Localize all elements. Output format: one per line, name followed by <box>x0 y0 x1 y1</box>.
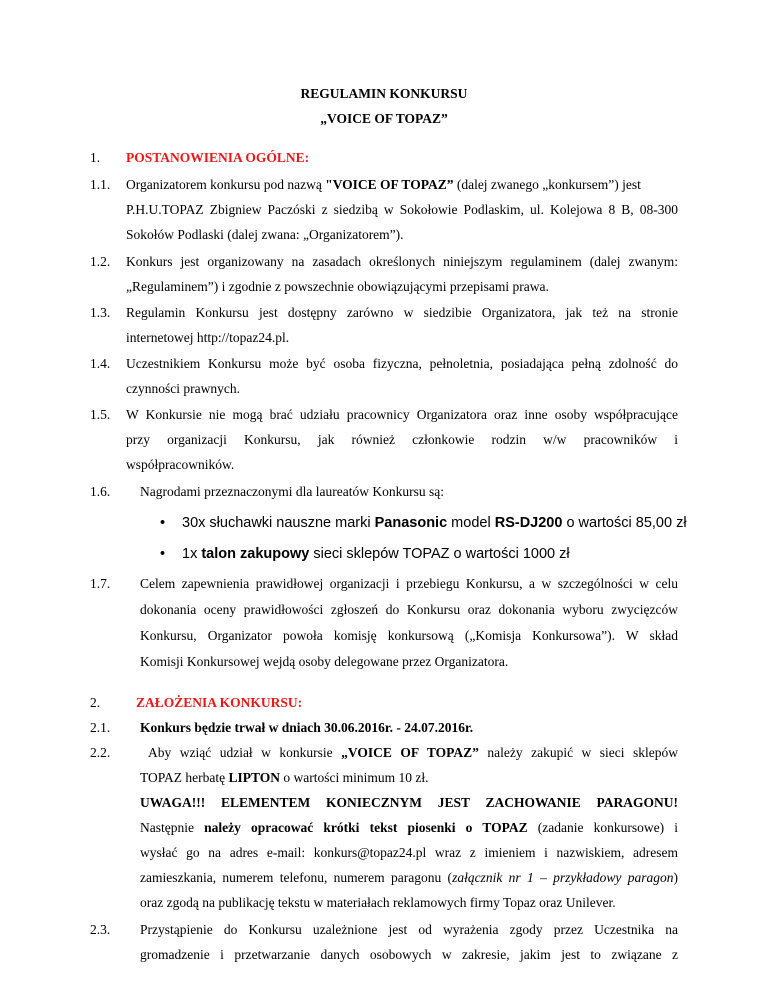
paragraph-number: 1.5. <box>90 407 111 422</box>
paragraph-line: Sokołów Podlaski (dalej zwana: „Organizatorem”). <box>126 227 404 242</box>
prize-list-item: • 1x talon zakupowy sieci sklepów TOPAZ o wartości 1000 zł <box>160 546 570 562</box>
paragraph-line: TOPAZ herbatę LIPTON o wartości minimum 10 zł. <box>140 770 429 785</box>
section-heading: POSTANOWIENIA OGÓLNE: <box>126 150 310 165</box>
section-heading: ZAŁOŻENIA KONKURSU: <box>136 695 303 710</box>
paragraph-line: Aby wziąć udział w konkursie „VOICE OF TOPAZ” należy zakupić w sieci sklepów <box>148 745 679 760</box>
paragraph-line: W Konkursie nie mogą brać udziału pracownicy Organizatora oraz inne osoby współpracujące <box>126 407 678 422</box>
paragraph-number: 1.4. <box>90 356 111 371</box>
paragraph-number: 1.7. <box>90 576 111 591</box>
paragraph-line: Organizatorem konkursu pod nazwą "VOICE OF TOPAZ” (dalej zwanego „konkursem”) jest <box>126 177 641 192</box>
paragraph-line: internetowej http://topaz24.pl. <box>126 330 290 345</box>
paragraph-line: zamieszkania, numerem telefonu, numerem paragonu (załącznik nr 1 – przykładowy paragon) <box>140 870 678 885</box>
paragraph-line: dokonania oceny prawidłowości zgłoszeń do Konkursu oraz dokonania wyboru zwycięzców <box>140 602 678 617</box>
section-number: 1. <box>90 150 101 165</box>
paragraph-line: Konkurs będzie trwał w dniach 30.06.2016r. - 24.07.2016r. <box>140 720 474 735</box>
paragraph-line: przy organizacji Konkursu, jak również członkowie rodzin w/w pracowników i <box>126 432 678 447</box>
warning-line: UWAGA!!! ELEMENTEM KONIECZNYM JEST ZACHOWANIE PARAGONU! <box>140 795 678 810</box>
paragraph-number: 2.2. <box>90 745 111 760</box>
bullet-icon: • <box>160 546 166 562</box>
prize-list-item: • 30x słuchawki nauszne marki Panasonic model RS-DJ200 o wartości 85,00 zł <box>160 515 687 531</box>
paragraph-number: 1.1. <box>90 177 111 192</box>
section-number: 2. <box>90 695 101 710</box>
paragraph-line: współpracowników. <box>126 457 235 472</box>
paragraph-line: Komisji Konkursowej wejdą osoby delegowane przez Organizatora. <box>140 654 509 669</box>
paragraph-line: „Regulaminem”) i zgodnie z powszechnie obowiązującymi przepisami prawa. <box>126 279 549 294</box>
paragraph-line: Następnie należy opracować krótki tekst piosenki o TOPAZ (zadanie konkursowe) i <box>140 820 679 835</box>
paragraph-line: Regulamin Konkursu jest dostępny zarówno w siedzibie Organizatora, jak też na stronie <box>126 305 678 320</box>
paragraph-line: Przystąpienie do Konkursu uzależnione jest od wyrażenia zgody przez Uczestnika na <box>140 922 678 937</box>
paragraph-line: oraz zgodą na publikację tekstu w materiałach reklamowych firmy Topaz oraz Unilever. <box>140 895 616 910</box>
paragraph-line: Uczestnikiem Konkursu może być osoba fizyczna, pełnoletnia, posiadająca pełną zdolność do <box>126 356 678 371</box>
bullet-icon: • <box>160 515 166 531</box>
paragraph-line: P.H.U.TOPAZ Zbigniew Paczóski z siedzibą w Sokołowie Podlaskim, ul. Kolejowa 8 B, 08-300 <box>126 202 678 217</box>
paragraph-line: gromadzenie i przetwarzanie danych osobowych w zakresie, jakim jest to związane z <box>140 947 678 962</box>
paragraph-line: wysłać go na adres e-mail: konkurs@topaz24.pl wraz z imieniem i nazwiskiem, adresem <box>140 845 678 860</box>
document-title: REGULAMIN KONKURSU <box>300 86 468 101</box>
paragraph-number: 1.6. <box>90 484 111 499</box>
paragraph-line: czynności prawnych. <box>126 381 240 396</box>
paragraph-number: 1.2. <box>90 254 111 269</box>
paragraph-line: Konkursu, Organizator powoła komisję konkursową („Komisja Konkursowa”). W skład <box>140 628 678 643</box>
paragraph-number: 1.3. <box>90 305 111 320</box>
document-subtitle: „VOICE OF TOPAZ” <box>320 111 448 126</box>
paragraph-number: 2.3. <box>90 922 111 937</box>
paragraph-line: Nagrodami przeznaczonymi dla laureatów Konkursu są: <box>140 484 445 499</box>
paragraph-line: Konkurs jest organizowany na zasadach określonych niniejszym regulaminem (dalej zwanym: <box>126 254 678 269</box>
paragraph-line: Celem zapewnienia prawidłowej organizacji i przebiegu Konkursu, a w szczególności w celu <box>140 576 678 591</box>
paragraph-number: 2.1. <box>90 720 111 735</box>
